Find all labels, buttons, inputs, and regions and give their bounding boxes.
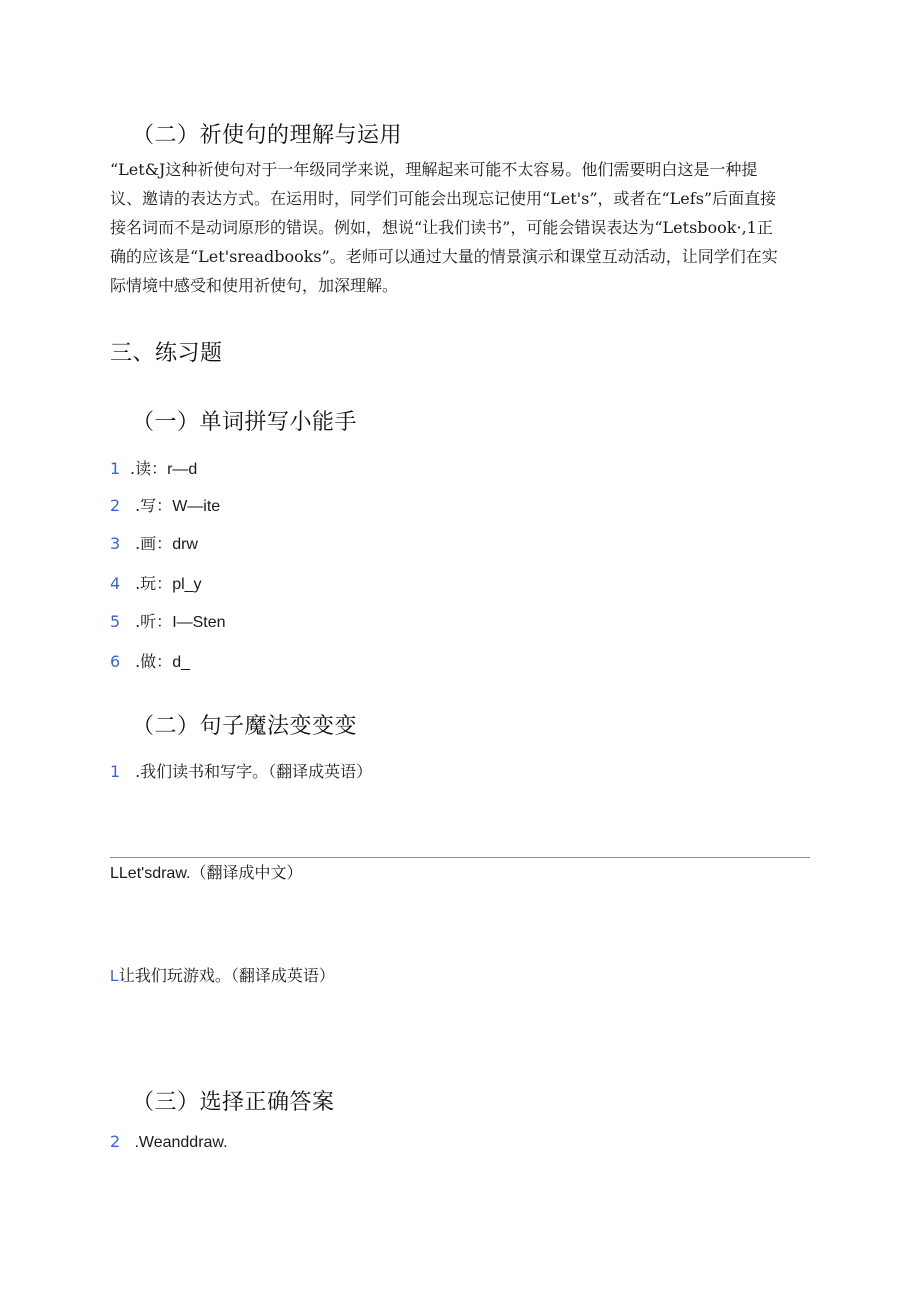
- spelling-item: [110, 609, 226, 632]
- item-number: 1: [110, 459, 121, 478]
- part-heading-sentences: （二）句子魔法变变变: [132, 714, 358, 739]
- spelling-item: [110, 493, 220, 516]
- item-answer: drw: [172, 536, 198, 553]
- item-answer: d_: [172, 654, 190, 671]
- sentence-item: [110, 963, 335, 986]
- item-label: .画：: [130, 534, 173, 553]
- paragraph-line: 际情境中感受和使用祈使句，加深理解。: [110, 276, 399, 295]
- item-label: .听：: [130, 612, 173, 631]
- spelling-item: [110, 531, 198, 554]
- item-answer: pl_y: [172, 576, 202, 593]
- item-label: .写：: [130, 496, 173, 515]
- choice-text: .Weanddraw.: [130, 1134, 228, 1151]
- item-number: 5: [110, 612, 121, 631]
- imperative-paragraph: [110, 155, 810, 300]
- paragraph-line: 确的应该是“Let'sreadbooks”。老师可以通过大量的情景演示和课堂互动活动，让同学们在实: [110, 247, 778, 266]
- paragraph-line: 议、邀请的表达方式。在运用时，同学们可能会出现忘记使用“Let's”，或者在“Lefs”后面直接: [110, 189, 777, 208]
- item-label: .读：: [130, 459, 168, 478]
- sentence-item: [110, 759, 372, 782]
- spelling-item: [110, 649, 190, 672]
- sentence-item: [110, 860, 302, 883]
- item-answer: I—Sten: [172, 614, 226, 631]
- spelling-item: [110, 456, 197, 479]
- paragraph-line: “Let&J这种祈使句对于一年级同学来说，理解起来可能不太容易。他们需要明白这是一种提: [110, 160, 758, 179]
- item-answer: r—d: [167, 461, 198, 478]
- item-number: 2: [110, 1132, 121, 1151]
- part-heading-spelling: （一）单词拼写小能手: [132, 410, 358, 435]
- item-answer: W—ite: [172, 498, 221, 515]
- sentence-text: 让我们玩游戏。（翻译成英语）: [118, 966, 335, 985]
- item-label: .做：: [130, 652, 173, 671]
- paragraph-line: 接名词而不是动词原形的错误。例如，想说“让我们读书”，可能会错误表达为“Letsbook·,1正: [110, 218, 773, 237]
- item-prefix: L: [110, 968, 119, 985]
- choice-item: [110, 1132, 228, 1152]
- item-number: 3: [110, 534, 121, 553]
- item-label: .玩：: [130, 574, 173, 593]
- answer-line: [110, 857, 810, 858]
- item-number: 6: [110, 652, 121, 671]
- item-prefix: L: [110, 865, 119, 882]
- sentence-text: .我们读书和写字。（翻译成英语）: [130, 762, 373, 781]
- item-number: 4: [110, 574, 121, 593]
- part-heading-choice: （三）选择正确答案: [132, 1090, 335, 1115]
- item-number: 2: [110, 496, 121, 515]
- sentence-text: Let'sdraw.（翻译成中文）: [118, 865, 303, 882]
- section-heading-exercises: 三、练习题: [110, 341, 223, 366]
- item-number: 1: [110, 762, 121, 781]
- section-heading-imperative: （二）祈使句的理解与运用: [132, 123, 403, 148]
- spelling-item: [110, 571, 202, 594]
